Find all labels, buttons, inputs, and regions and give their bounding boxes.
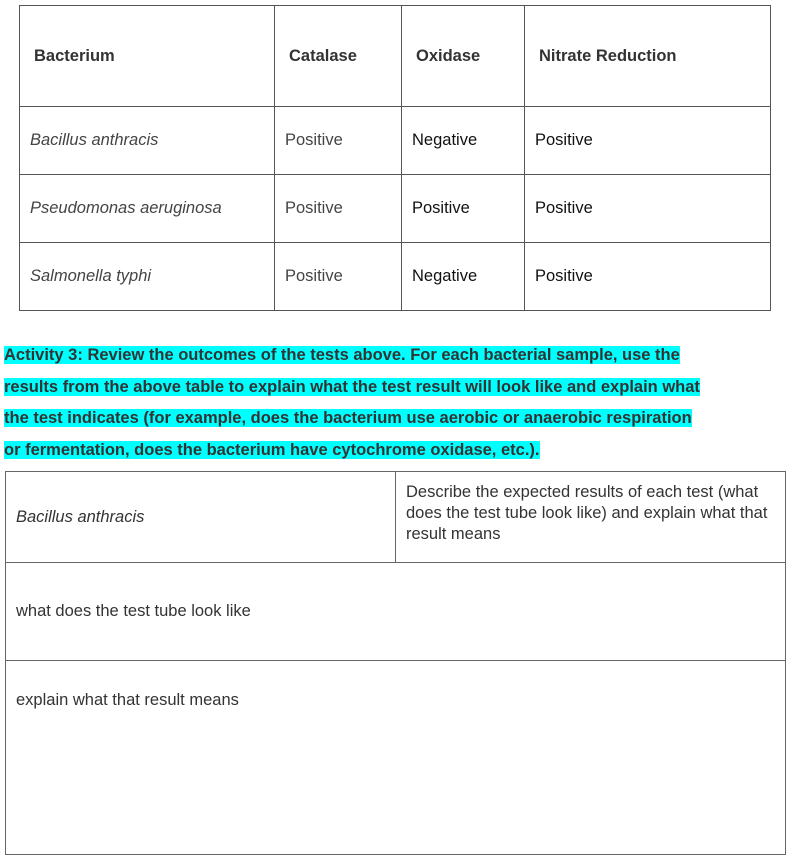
results-table	[19, 5, 771, 311]
table-header-row	[20, 6, 771, 107]
activity-line-2: results from the above table to explain what the test result will look like and explain what	[4, 377, 700, 396]
table-row	[20, 175, 771, 243]
cell-bacterium: Pseudomonas aeruginosa	[20, 175, 275, 243]
activity-instructions	[4, 340, 784, 466]
header-catalase: Catalase	[275, 6, 402, 107]
cell-catalase: Positive	[275, 175, 402, 243]
cell-bacterium: Salmonella typhi	[20, 243, 275, 311]
cell-oxidase: Positive	[402, 175, 525, 243]
answer-row-test-tube	[6, 563, 786, 661]
header-nitrate-reduction: Nitrate Reduction	[525, 6, 771, 107]
cell-nitrate: Positive	[525, 107, 771, 175]
header-bacterium: Bacterium	[20, 6, 275, 107]
answer-row-meaning	[6, 661, 786, 855]
answer-table	[5, 471, 786, 855]
cell-catalase: Positive	[275, 243, 402, 311]
organism-name: Bacillus anthracis	[6, 472, 396, 563]
header-oxidase: Oxidase	[402, 6, 525, 107]
cell-oxidase: Negative	[402, 107, 525, 175]
cell-nitrate: Positive	[525, 243, 771, 311]
cell-oxidase: Negative	[402, 243, 525, 311]
answer-header-row	[6, 472, 786, 563]
test-tube-prompt[interactable]: what does the test tube look like	[6, 563, 786, 661]
cell-catalase: Positive	[275, 107, 402, 175]
table-row	[20, 107, 771, 175]
activity-line-4: or fermentation, does the bacterium have cytochrome oxidase, etc.).	[4, 440, 540, 459]
activity-line-3: the test indicates (for example, does the bacterium use aerobic or anaerobic respiration	[4, 409, 692, 427]
answer-instructions: Describe the expected results of each test (what does the test tube look like) and explain what that result means	[396, 472, 786, 563]
cell-nitrate: Positive	[525, 175, 771, 243]
table-row	[20, 243, 771, 311]
cell-bacterium: Bacillus anthracis	[20, 107, 275, 175]
activity-line-1: Activity 3: Review the outcomes of the tests above. For each bacterial sample, use the	[4, 346, 680, 364]
result-meaning-prompt[interactable]: explain what that result means	[6, 661, 786, 855]
